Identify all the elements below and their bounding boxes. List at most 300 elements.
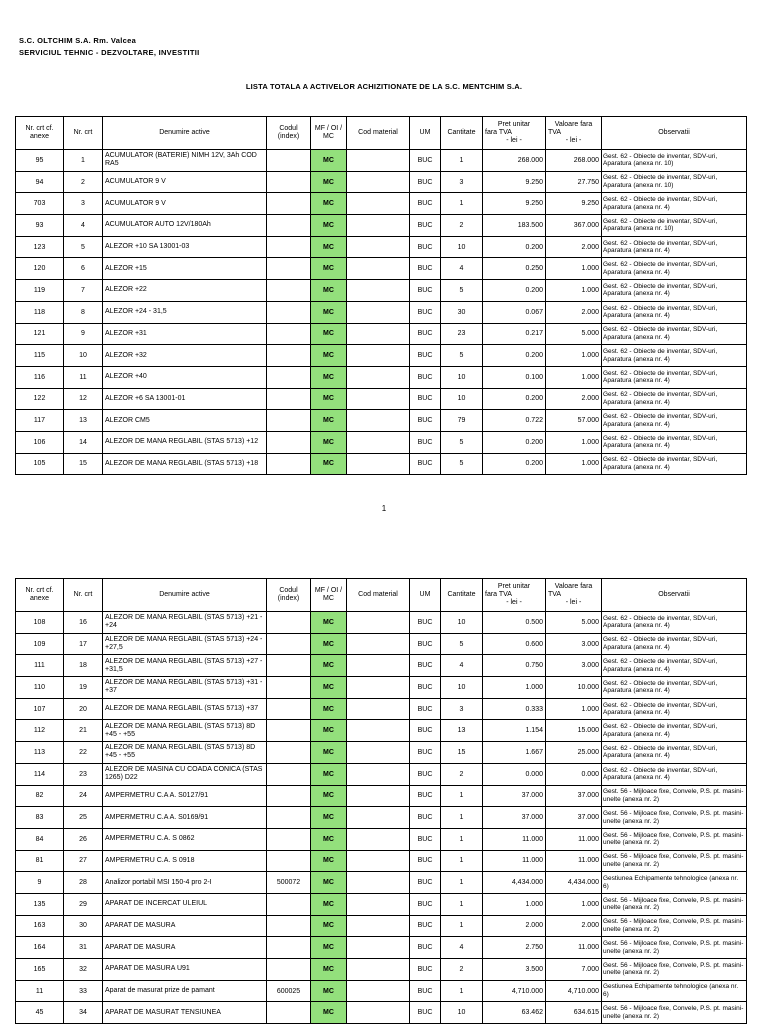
cell-anexe: 93 bbox=[16, 215, 64, 237]
cell-denumire: ALEZOR DE MANA REGLABIL (STAS 5713) +27 - +31,5 bbox=[103, 655, 267, 677]
cell-anexe: 110 bbox=[16, 677, 64, 699]
cell-valoare: 11.000 bbox=[546, 850, 602, 872]
col-header-observatii: Observatii bbox=[602, 117, 747, 150]
cell-cod-material bbox=[347, 301, 410, 323]
cell-nr: 32 bbox=[64, 959, 103, 981]
cell-mf: MC bbox=[311, 410, 347, 432]
cell-anexe: 118 bbox=[16, 301, 64, 323]
cell-codul bbox=[267, 915, 311, 937]
cell-cod-material bbox=[347, 323, 410, 345]
cell-pret: 0.217 bbox=[483, 323, 546, 345]
cell-cod-material bbox=[347, 410, 410, 432]
cell-nr: 25 bbox=[64, 807, 103, 829]
cell-observatii: Gest. 62 - Obiecte de inventar, SDV-uri, Aparatura (anexa nr. 4) bbox=[602, 720, 747, 742]
cell-um: BUC bbox=[410, 937, 441, 959]
cell-nr: 17 bbox=[64, 633, 103, 655]
cell-pret: 0.250 bbox=[483, 258, 546, 280]
cell-cod-material bbox=[347, 366, 410, 388]
table-header-row bbox=[16, 579, 747, 612]
cell-mf: MC bbox=[311, 720, 347, 742]
cell-mf: MC bbox=[311, 388, 347, 410]
cell-observatii: Gest. 62 - Obiecte de inventar, SDV-uri, Aparatura (anexa nr. 4) bbox=[602, 236, 747, 258]
cell-mf: MC bbox=[311, 937, 347, 959]
cell-codul bbox=[267, 431, 311, 453]
cell-mf: MC bbox=[311, 258, 347, 280]
cell-um: BUC bbox=[410, 850, 441, 872]
cell-anexe: 45 bbox=[16, 1002, 64, 1024]
cell-pret: 0.200 bbox=[483, 345, 546, 367]
cell-observatii: Gest. 56 - Mijloace fixe, Convele, P.S. pt. masini-unelte (anexa nr. 2) bbox=[602, 893, 747, 915]
cell-codul bbox=[267, 301, 311, 323]
cell-nr: 16 bbox=[64, 612, 103, 634]
cell-nr: 1 bbox=[64, 150, 103, 172]
cell-um: BUC bbox=[410, 280, 441, 302]
cell-valoare: 25.000 bbox=[546, 742, 602, 764]
cell-um: BUC bbox=[410, 915, 441, 937]
cell-nr: 22 bbox=[64, 742, 103, 764]
cell-um: BUC bbox=[410, 828, 441, 850]
cell-um: BUC bbox=[410, 215, 441, 237]
table-row bbox=[16, 893, 747, 915]
table-row bbox=[16, 431, 747, 453]
cell-denumire: Aparat de masurat prize de pamant bbox=[103, 980, 267, 1002]
cell-mf: MC bbox=[311, 215, 347, 237]
cell-nr: 24 bbox=[64, 785, 103, 807]
cell-mf: MC bbox=[311, 698, 347, 720]
cell-pret: 37.000 bbox=[483, 785, 546, 807]
col-header-anexe: Nr. crt cf. anexe bbox=[16, 579, 64, 612]
cell-pret: 0.600 bbox=[483, 633, 546, 655]
cell-cantitate: 1 bbox=[441, 893, 483, 915]
col-header-pret bbox=[483, 117, 546, 150]
department-name: SERVICIUL TEHNIC - DEZVOLTARE, INVESTITII bbox=[19, 48, 200, 57]
cell-um: BUC bbox=[410, 633, 441, 655]
cell-anexe: 111 bbox=[16, 655, 64, 677]
cell-cod-material bbox=[347, 807, 410, 829]
table-row bbox=[16, 959, 747, 981]
cell-pret: 9.250 bbox=[483, 193, 546, 215]
cell-observatii: Gest. 62 - Obiecte de inventar, SDV-uri, Aparatura (anexa nr. 10) bbox=[602, 150, 747, 172]
col-header-valoare bbox=[546, 117, 602, 150]
cell-codul bbox=[267, 366, 311, 388]
cell-cantitate: 10 bbox=[441, 388, 483, 410]
cell-mf: MC bbox=[311, 193, 347, 215]
document-title: LISTA TOTALA A ACTIVELOR ACHIZITIONATE DE LA S.C. MENTCHIM S.A. bbox=[245, 82, 523, 91]
col-header-observatii: Observatii bbox=[602, 579, 747, 612]
cell-valoare: 10.000 bbox=[546, 677, 602, 699]
cell-codul bbox=[267, 612, 311, 634]
cell-nr: 20 bbox=[64, 698, 103, 720]
cell-cod-material bbox=[347, 698, 410, 720]
cell-cod-material bbox=[347, 431, 410, 453]
cell-nr: 23 bbox=[64, 763, 103, 785]
table-row bbox=[16, 150, 747, 172]
valoare-label-2: TVA bbox=[548, 591, 562, 598]
cell-anexe: 122 bbox=[16, 388, 64, 410]
cell-nr: 11 bbox=[64, 366, 103, 388]
cell-anexe: 120 bbox=[16, 258, 64, 280]
cell-pret: 11.000 bbox=[483, 850, 546, 872]
cell-mf: MC bbox=[311, 677, 347, 699]
cell-denumire: APARAT DE MASURA U91 bbox=[103, 959, 267, 981]
cell-codul: 500072 bbox=[267, 872, 311, 894]
cell-pret: 1.000 bbox=[483, 677, 546, 699]
cell-nr: 3 bbox=[64, 193, 103, 215]
cell-cantitate: 5 bbox=[441, 345, 483, 367]
cell-observatii: Gest. 62 - Obiecte de inventar, SDV-uri, Aparatura (anexa nr. 4) bbox=[602, 345, 747, 367]
cell-codul bbox=[267, 323, 311, 345]
cell-cantitate: 2 bbox=[441, 959, 483, 981]
cell-anexe: 107 bbox=[16, 698, 64, 720]
cell-um: BUC bbox=[410, 698, 441, 720]
cell-um: BUC bbox=[410, 301, 441, 323]
cell-cod-material bbox=[347, 677, 410, 699]
cell-observatii: Gest. 62 - Obiecte de inventar, SDV-uri, Aparatura (anexa nr. 4) bbox=[602, 258, 747, 280]
cell-nr: 12 bbox=[64, 388, 103, 410]
cell-denumire: ALEZOR DE MANA REGLABIL (STAS 5713) +31 - +37 bbox=[103, 677, 267, 699]
cell-mf: MC bbox=[311, 959, 347, 981]
cell-cod-material bbox=[347, 1002, 410, 1024]
cell-pret: 3.500 bbox=[483, 959, 546, 981]
cell-denumire: ALEZOR +6 SA 13001-01 bbox=[103, 388, 267, 410]
cell-cod-material bbox=[347, 388, 410, 410]
cell-codul bbox=[267, 193, 311, 215]
cell-cod-material bbox=[347, 345, 410, 367]
cell-observatii: Gest. 62 - Obiecte de inventar, SDV-uri, Aparatura (anexa nr. 4) bbox=[602, 301, 747, 323]
cell-cantitate: 1 bbox=[441, 807, 483, 829]
cell-codul bbox=[267, 453, 311, 475]
cell-denumire: ALEZOR DE MANA REGLABIL (STAS 5713) +18 bbox=[103, 453, 267, 475]
assets-table-page-1 bbox=[15, 116, 747, 475]
cell-pret: 63.462 bbox=[483, 1002, 546, 1024]
cell-cod-material bbox=[347, 633, 410, 655]
table-row bbox=[16, 388, 747, 410]
cell-cantitate: 10 bbox=[441, 1002, 483, 1024]
cell-anexe: 116 bbox=[16, 366, 64, 388]
cell-cantitate: 1 bbox=[441, 915, 483, 937]
cell-observatii: Gest. 56 - Mijloace fixe, Convele, P.S. pt. masini-unelte (anexa nr. 2) bbox=[602, 828, 747, 850]
pret-label-2: fara TVA bbox=[485, 591, 512, 598]
cell-observatii: Gest. 62 - Obiecte de inventar, SDV-uri, Aparatura (anexa nr. 4) bbox=[602, 410, 747, 432]
cell-nr: 19 bbox=[64, 677, 103, 699]
cell-cantitate: 3 bbox=[441, 698, 483, 720]
cell-denumire: ALEZOR +10 SA 13001-03 bbox=[103, 236, 267, 258]
cell-observatii: Gest. 62 - Obiecte de inventar, SDV-uri, Aparatura (anexa nr. 4) bbox=[602, 655, 747, 677]
valoare-label-3: - lei - bbox=[565, 599, 582, 606]
cell-pret: 0.200 bbox=[483, 453, 546, 475]
cell-pret: 0.333 bbox=[483, 698, 546, 720]
cell-cantitate: 5 bbox=[441, 453, 483, 475]
cell-mf: MC bbox=[311, 742, 347, 764]
cell-um: BUC bbox=[410, 150, 441, 172]
cell-cod-material bbox=[347, 655, 410, 677]
cell-codul bbox=[267, 280, 311, 302]
cell-denumire: ALEZOR +24 - 31,5 bbox=[103, 301, 267, 323]
table-row bbox=[16, 850, 747, 872]
cell-um: BUC bbox=[410, 807, 441, 829]
table-row bbox=[16, 763, 747, 785]
cell-denumire: ALEZOR DE MANA REGLABIL (STAS 5713) 8D +45 - +55 bbox=[103, 720, 267, 742]
cell-denumire: ALEZOR DE MANA REGLABIL (STAS 5713) +12 bbox=[103, 431, 267, 453]
cell-pret: 0.500 bbox=[483, 612, 546, 634]
cell-nr: 30 bbox=[64, 915, 103, 937]
cell-pret: 11.000 bbox=[483, 828, 546, 850]
cell-anexe: 82 bbox=[16, 785, 64, 807]
cell-mf: MC bbox=[311, 633, 347, 655]
col-header-denumire: Denumire active bbox=[103, 579, 267, 612]
cell-valoare: 27.750 bbox=[546, 171, 602, 193]
cell-valoare: 634.615 bbox=[546, 1002, 602, 1024]
cell-pret: 0.200 bbox=[483, 388, 546, 410]
table-row bbox=[16, 612, 747, 634]
cell-nr: 18 bbox=[64, 655, 103, 677]
cell-valoare: 1.000 bbox=[546, 698, 602, 720]
cell-mf: MC bbox=[311, 763, 347, 785]
cell-cantitate: 1 bbox=[441, 872, 483, 894]
table-row bbox=[16, 453, 747, 475]
valoare-label-1: Valoare fara bbox=[554, 583, 593, 590]
cell-valoare: 4,710.000 bbox=[546, 980, 602, 1002]
cell-mf: MC bbox=[311, 301, 347, 323]
cell-anexe: 117 bbox=[16, 410, 64, 432]
cell-valoare: 15.000 bbox=[546, 720, 602, 742]
cell-mf: MC bbox=[311, 655, 347, 677]
table-row bbox=[16, 236, 747, 258]
cell-observatii: Gest. 56 - Mijloace fixe, Convele, P.S. pt. masini-unelte (anexa nr. 2) bbox=[602, 807, 747, 829]
cell-um: BUC bbox=[410, 872, 441, 894]
cell-cod-material bbox=[347, 828, 410, 850]
cell-observatii: Gest. 62 - Obiecte de inventar, SDV-uri, Aparatura (anexa nr. 4) bbox=[602, 612, 747, 634]
cell-observatii: Gest. 56 - Mijloace fixe, Convele, P.S. pt. masini-unelte (anexa nr. 2) bbox=[602, 959, 747, 981]
cell-um: BUC bbox=[410, 323, 441, 345]
cell-denumire: ACUMULATOR AUTO 12V/180Ah bbox=[103, 215, 267, 237]
cell-mf: MC bbox=[311, 171, 347, 193]
cell-um: BUC bbox=[410, 345, 441, 367]
cell-um: BUC bbox=[410, 655, 441, 677]
cell-observatii: Gest. 62 - Obiecte de inventar, SDV-uri, Aparatura (anexa nr. 4) bbox=[602, 677, 747, 699]
table-row bbox=[16, 215, 747, 237]
cell-nr: 26 bbox=[64, 828, 103, 850]
cell-nr: 6 bbox=[64, 258, 103, 280]
table-row bbox=[16, 366, 747, 388]
cell-cod-material bbox=[347, 236, 410, 258]
cell-nr: 21 bbox=[64, 720, 103, 742]
table-row bbox=[16, 410, 747, 432]
cell-valoare: 4,434.000 bbox=[546, 872, 602, 894]
cell-pret: 1.154 bbox=[483, 720, 546, 742]
cell-codul bbox=[267, 655, 311, 677]
cell-cod-material bbox=[347, 872, 410, 894]
cell-nr: 34 bbox=[64, 1002, 103, 1024]
table-row bbox=[16, 171, 747, 193]
cell-nr: 2 bbox=[64, 171, 103, 193]
cell-pret: 0.200 bbox=[483, 280, 546, 302]
cell-mf: MC bbox=[311, 323, 347, 345]
cell-codul bbox=[267, 388, 311, 410]
cell-mf: MC bbox=[311, 612, 347, 634]
cell-valoare: 37.000 bbox=[546, 785, 602, 807]
cell-um: BUC bbox=[410, 171, 441, 193]
cell-nr: 27 bbox=[64, 850, 103, 872]
cell-mf: MC bbox=[311, 828, 347, 850]
cell-pret: 2.750 bbox=[483, 937, 546, 959]
col-header-pret bbox=[483, 579, 546, 612]
cell-mf: MC bbox=[311, 807, 347, 829]
cell-cod-material bbox=[347, 150, 410, 172]
cell-um: BUC bbox=[410, 742, 441, 764]
cell-pret: 0.067 bbox=[483, 301, 546, 323]
cell-anexe: 83 bbox=[16, 807, 64, 829]
col-header-mf: MF / OI / MC bbox=[311, 579, 347, 612]
cell-valoare: 367.000 bbox=[546, 215, 602, 237]
cell-cod-material bbox=[347, 453, 410, 475]
cell-valoare: 1.000 bbox=[546, 258, 602, 280]
cell-pret: 4,710.000 bbox=[483, 980, 546, 1002]
cell-anexe: 94 bbox=[16, 171, 64, 193]
cell-observatii: Gest. 62 - Obiecte de inventar, SDV-uri, Aparatura (anexa nr. 4) bbox=[602, 431, 747, 453]
cell-observatii: Gest. 62 - Obiecte de inventar, SDV-uri, Aparatura (anexa nr. 4) bbox=[602, 280, 747, 302]
cell-denumire: AMPERMETRU C.A. S 0918 bbox=[103, 850, 267, 872]
table-row bbox=[16, 937, 747, 959]
cell-anexe: 703 bbox=[16, 193, 64, 215]
cell-cantitate: 79 bbox=[441, 410, 483, 432]
cell-um: BUC bbox=[410, 410, 441, 432]
cell-anexe: 11 bbox=[16, 980, 64, 1002]
col-header-codul: Codul (index) bbox=[267, 117, 311, 150]
page-number: 1 bbox=[381, 504, 387, 513]
cell-cod-material bbox=[347, 280, 410, 302]
cell-um: BUC bbox=[410, 388, 441, 410]
cell-cod-material bbox=[347, 915, 410, 937]
cell-denumire: ALEZOR DE MANA REGLABIL (STAS 5713) +24 - +27,5 bbox=[103, 633, 267, 655]
col-header-denumire: Denumire active bbox=[103, 117, 267, 150]
table-row bbox=[16, 280, 747, 302]
cell-nr: 29 bbox=[64, 893, 103, 915]
cell-codul bbox=[267, 698, 311, 720]
cell-anexe: 165 bbox=[16, 959, 64, 981]
table-row bbox=[16, 915, 747, 937]
cell-codul bbox=[267, 893, 311, 915]
table-row bbox=[16, 633, 747, 655]
cell-valoare: 5.000 bbox=[546, 612, 602, 634]
cell-codul bbox=[267, 850, 311, 872]
cell-anexe: 119 bbox=[16, 280, 64, 302]
cell-nr: 4 bbox=[64, 215, 103, 237]
cell-valoare: 1.000 bbox=[546, 431, 602, 453]
cell-observatii: Gest. 62 - Obiecte de inventar, SDV-uri, Aparatura (anexa nr. 4) bbox=[602, 763, 747, 785]
table-row bbox=[16, 323, 747, 345]
table-row bbox=[16, 677, 747, 699]
cell-denumire: APARAT DE MASURAT TENSIUNEA bbox=[103, 1002, 267, 1024]
cell-cantitate: 5 bbox=[441, 431, 483, 453]
cell-codul bbox=[267, 720, 311, 742]
cell-pret: 2.000 bbox=[483, 915, 546, 937]
cell-denumire: APARAT DE MASURA bbox=[103, 915, 267, 937]
pret-label-3: - lei - bbox=[506, 599, 522, 606]
cell-observatii: Gest. 62 - Obiecte de inventar, SDV-uri, Aparatura (anexa nr. 10) bbox=[602, 171, 747, 193]
cell-nr: 8 bbox=[64, 301, 103, 323]
cell-valoare: 0.000 bbox=[546, 763, 602, 785]
valoare-label-3: - lei - bbox=[565, 137, 582, 144]
cell-observatii: Gest. 56 - Mijloace fixe, Convele, P.S. pt. masini-unelte (anexa nr. 2) bbox=[602, 785, 747, 807]
cell-cod-material bbox=[347, 937, 410, 959]
table-row bbox=[16, 1002, 747, 1024]
cell-denumire: AMPERMETRU C.A A. S0127/91 bbox=[103, 785, 267, 807]
cell-denumire: ALEZOR +40 bbox=[103, 366, 267, 388]
cell-mf: MC bbox=[311, 150, 347, 172]
cell-um: BUC bbox=[410, 720, 441, 742]
cell-um: BUC bbox=[410, 193, 441, 215]
cell-observatii: Gestiunea Echipamente tehnologice (anexa nr. 6) bbox=[602, 872, 747, 894]
cell-valoare: 7.000 bbox=[546, 959, 602, 981]
cell-valoare: 5.000 bbox=[546, 323, 602, 345]
cell-valoare: 1.000 bbox=[546, 453, 602, 475]
col-header-nr: Nr. crt bbox=[64, 117, 103, 150]
cell-anexe: 106 bbox=[16, 431, 64, 453]
cell-mf: MC bbox=[311, 785, 347, 807]
cell-codul bbox=[267, 410, 311, 432]
table-row bbox=[16, 720, 747, 742]
pret-label-2: fara TVA bbox=[485, 129, 512, 136]
cell-cantitate: 4 bbox=[441, 258, 483, 280]
cell-cantitate: 1 bbox=[441, 850, 483, 872]
cell-observatii: Gestiunea Echipamente tehnologice (anexa nr. 6) bbox=[602, 980, 747, 1002]
cell-pret: 0.200 bbox=[483, 431, 546, 453]
cell-cantitate: 10 bbox=[441, 612, 483, 634]
cell-codul bbox=[267, 763, 311, 785]
pret-label-1: Pret unitar bbox=[497, 583, 531, 590]
cell-cantitate: 5 bbox=[441, 633, 483, 655]
table-row bbox=[16, 258, 747, 280]
pret-label-1: Pret unitar bbox=[497, 121, 531, 128]
table-row bbox=[16, 872, 747, 894]
cell-valoare: 1.000 bbox=[546, 345, 602, 367]
cell-codul bbox=[267, 937, 311, 959]
cell-um: BUC bbox=[410, 431, 441, 453]
cell-cod-material bbox=[347, 258, 410, 280]
cell-nr: 7 bbox=[64, 280, 103, 302]
cell-valoare: 3.000 bbox=[546, 655, 602, 677]
cell-valoare: 268.000 bbox=[546, 150, 602, 172]
col-header-um: UM bbox=[410, 117, 441, 150]
cell-pret: 4,434.000 bbox=[483, 872, 546, 894]
cell-valoare: 1.000 bbox=[546, 893, 602, 915]
cell-um: BUC bbox=[410, 612, 441, 634]
cell-anexe: 114 bbox=[16, 763, 64, 785]
col-header-cantitate: Cantitate bbox=[441, 117, 483, 150]
table-row bbox=[16, 807, 747, 829]
cell-observatii: Gest. 62 - Obiecte de inventar, SDV-uri, Aparatura (anexa nr. 4) bbox=[602, 193, 747, 215]
cell-anexe: 95 bbox=[16, 150, 64, 172]
cell-observatii: Gest. 62 - Obiecte de inventar, SDV-uri, Aparatura (anexa nr. 4) bbox=[602, 366, 747, 388]
cell-observatii: Gest. 56 - Mijloace fixe, Convele, P.S. pt. masini-unelte (anexa nr. 2) bbox=[602, 937, 747, 959]
cell-um: BUC bbox=[410, 785, 441, 807]
cell-denumire: Analizor portabil MSI 150-4 pro 2-I bbox=[103, 872, 267, 894]
company-name: S.C. OLTCHIM S.A. Rm. Valcea bbox=[19, 36, 137, 45]
cell-nr: 28 bbox=[64, 872, 103, 894]
table-row bbox=[16, 980, 747, 1002]
cell-mf: MC bbox=[311, 236, 347, 258]
cell-valoare: 2.000 bbox=[546, 915, 602, 937]
cell-mf: MC bbox=[311, 431, 347, 453]
cell-observatii: Gest. 56 - Mijloace fixe, Convele, P.S. pt. masini-unelte (anexa nr. 2) bbox=[602, 1002, 747, 1024]
table-row bbox=[16, 742, 747, 764]
valoare-label-2: TVA bbox=[548, 129, 562, 136]
col-header-anexe: Nr. crt cf. anexe bbox=[16, 117, 64, 150]
assets-table-page-2 bbox=[15, 578, 747, 1024]
cell-denumire: AMPERMETRU C.A. S 0862 bbox=[103, 828, 267, 850]
cell-valoare: 1.000 bbox=[546, 366, 602, 388]
